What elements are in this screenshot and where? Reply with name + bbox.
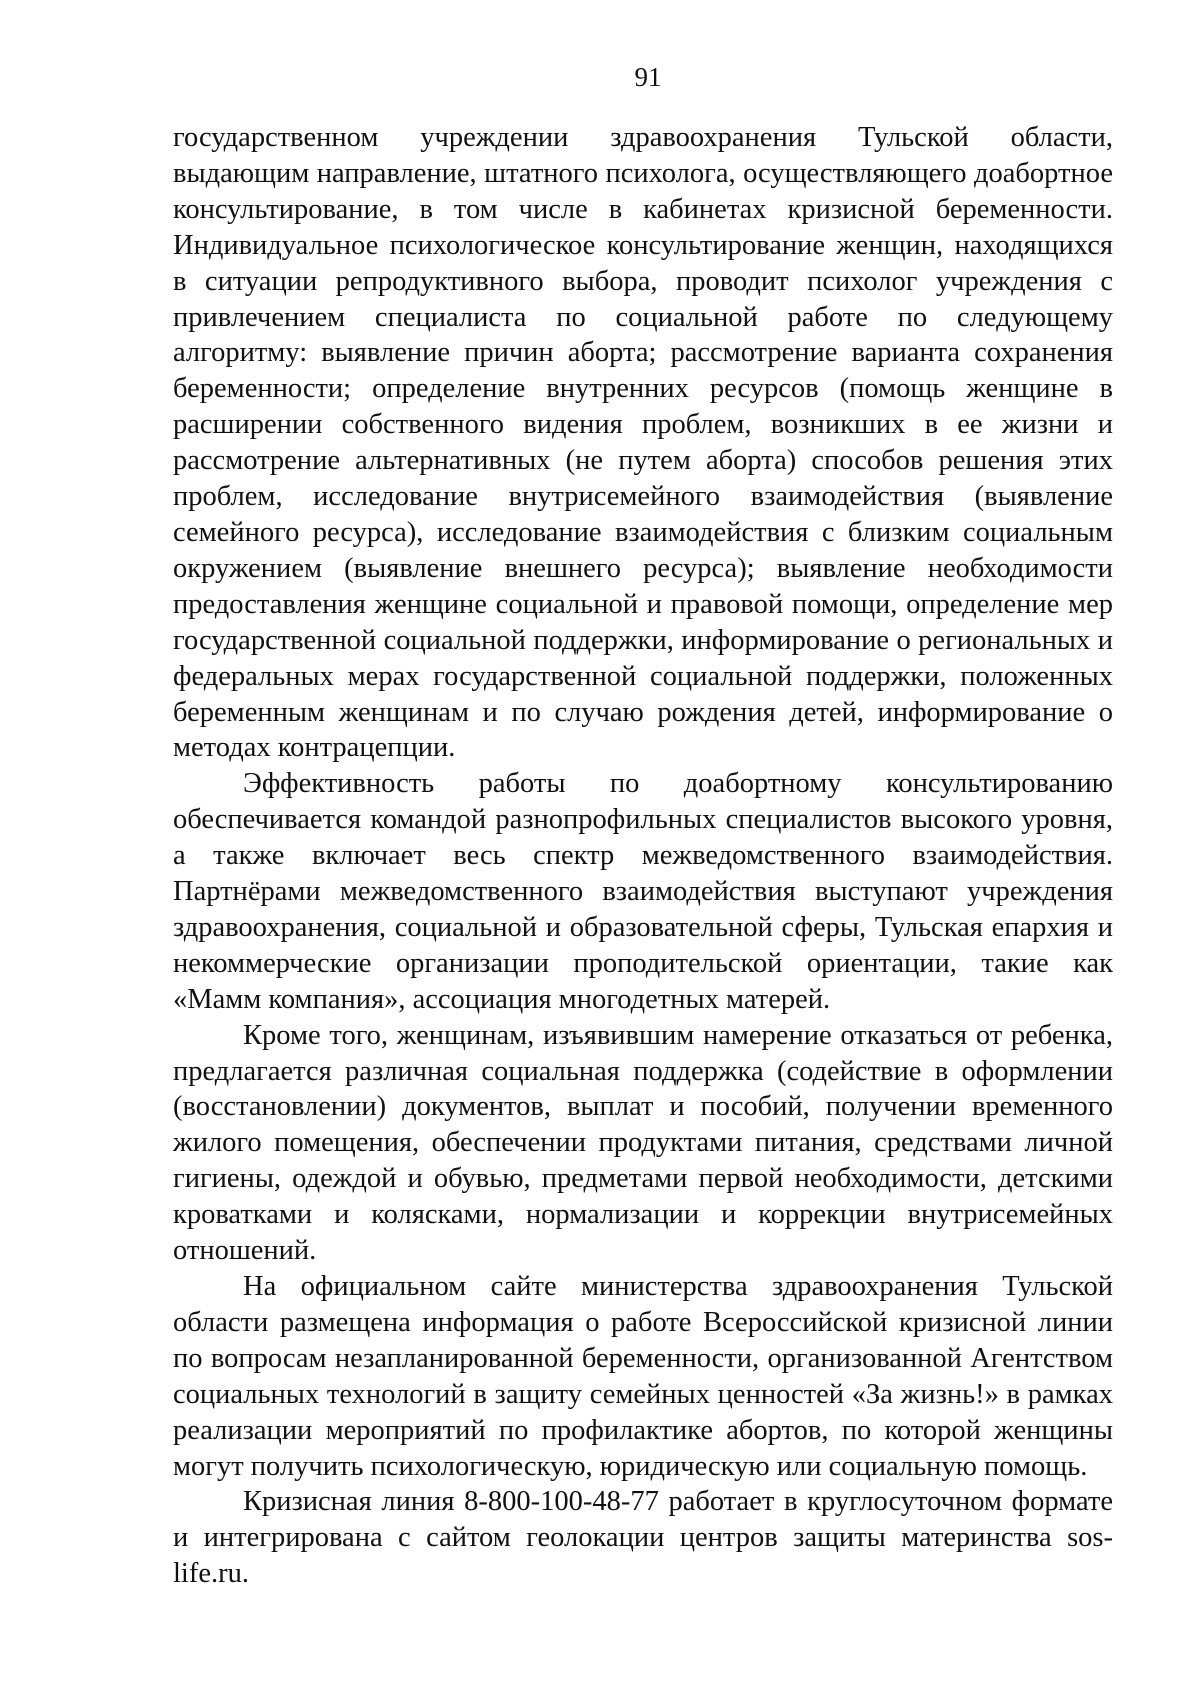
paragraph-effectiveness: Эффективность работы по доабортному консультированию обеспечивается командой разнопрофильных специалистов высокого уровня, а также включает весь спектр межведомственного взаимодействия. Партнёрами межведомственного взаимодействия выступают учреждения здравоохранения, социальной и образовательной сферы, Тульская епархия и некоммерческие организации проподительской ориентации, такие как «Мамм компания», ассоциация многодетных матерей. <box>173 768 1113 1015</box>
paragraph-crisis-line-phone: Кризисная линия 8-800-100-48-77 работает в круглосуточном формате и интегрирована с сайтом геолокации центров защиты материнства sos-life.ru. <box>173 1486 1113 1590</box>
paragraph-crisis-line-info: На официальном сайте министерства здравоохранения Тульской области размещена информация о работе Всероссийской кризисной линии по вопросам незапланированной беременности, организованной Агентством социальных технологий в защиту семейных ценностей «За жизнь!» в рамках реализации мероприятий по профилактике абортов, по которой женщины могут получить психологическую, юридическую или социальную помощь. <box>173 1271 1113 1482</box>
paragraph-social-support: Кроме того, женщинам, изъявившим намерение отказаться от ребенка, предлагается различная социальная поддержка (содействие в оформлении (восстановлении) документов, выплат и пособий, получении временного жилого помещения, обеспечении продуктами питания, средствами личной гигиены, одеждой и обувью, предметами первой необходимости, детскими кроватками и колясками, нормализации и коррекции внутрисемейных отношений. <box>173 1019 1113 1267</box>
document-body <box>173 120 1113 1592</box>
page-number: 91 <box>634 62 662 92</box>
paragraph-consultation-algorithm: государственном учреждении здравоохранения Тульской области, выдающим направление, штатного психолога, осуществляющего доабортное консультирование, в том числе в кабинетах кризисной беременности. Индивидуальное психологическое консультирование женщин, находящихся в ситуации репродуктивного выбора, проводит психолог учреждения с привлечением специалиста по социальной работе по следующему алгоритму: выявление причин аборта; рассмотрение варианта сохранения беременности; определение внутренних ресурсов (помощь женщине в расширении собственного видения проблем, возникших в ее жизни и рассмотрение альтернативных (не путем аборта) способов решения этих проблем, исследование внутрисемейного взаимодействия (выявление семейного ресурса), исследование взаимодействия с близким социальным окружением (выявление внешнего ресурса); выявление необходимости предоставления женщине социальной и правовой помощи, определение мер государственной социальной поддержки, информирование о региональных и федеральных мерах государственной социальной поддержки, положенных беременным женщинам и по случаю рождения детей, информирование о методах контрацепции. <box>173 122 1113 764</box>
